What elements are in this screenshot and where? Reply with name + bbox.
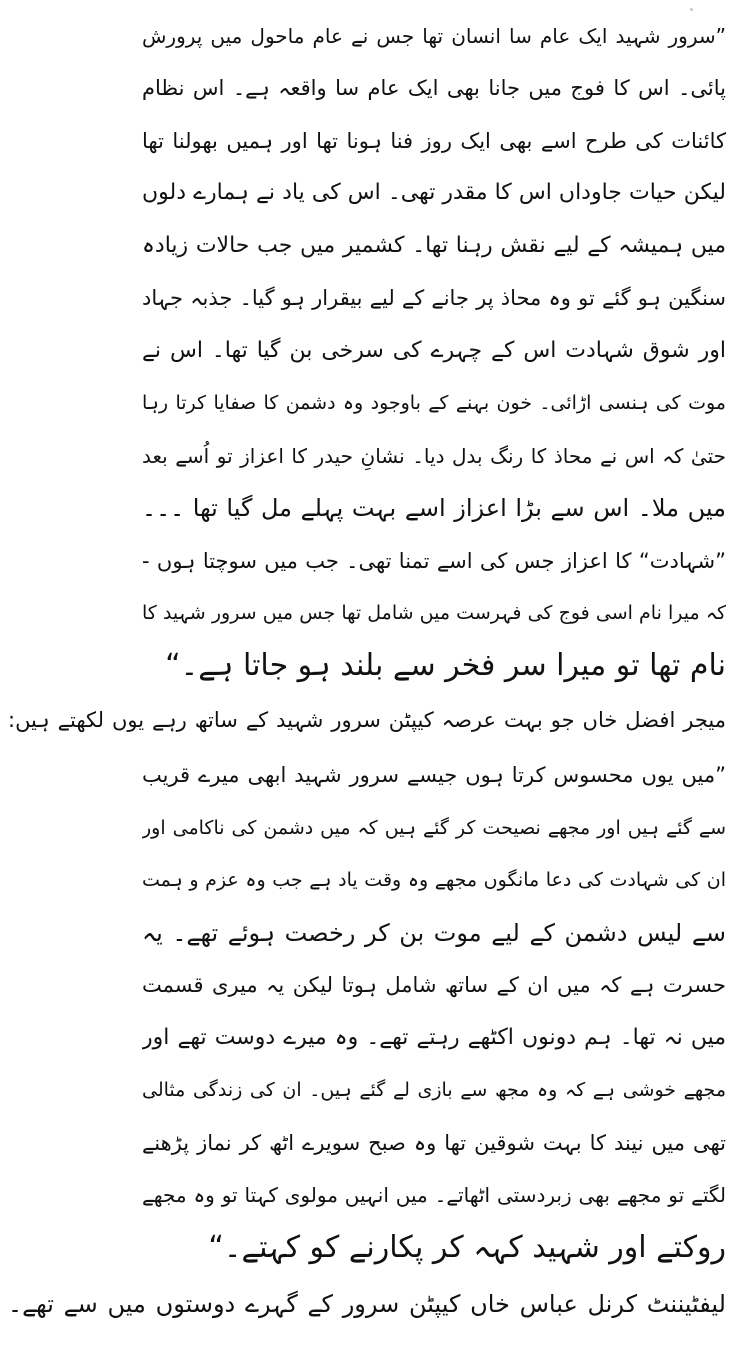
text-line: لگتے تو مجھے بھی زبردستی اٹھاتے۔ میں انہیں مولوی کہتا تو وہ مجھے [142,1183,726,1207]
text-line: پائی۔ اس کا فوج میں جانا بھی ایک عام سا واقعہ ہے۔ اس نظام [142,76,726,100]
text-line: کہ میرا نام اسی فوج کی فہرست میں شامل تھا جس میں سرور شہید کا [142,602,726,624]
text-line: موت کی ہنسی اڑائی۔ خون بہنے کے باوجود وہ دشمن کا صفایا کرتا رہا [142,392,726,414]
text-line: اور شوق شہادت اس کے چہرے کی سرخی بن گیا تھا۔ اس نے [142,338,726,363]
text-line: نام تھا تو میرا سر فخر سے بلند ہو جاتا ہے۔“ [165,648,726,683]
attribution-line: میجر افضل خاں جو بہت عرصہ کیپٹن سرور شہید کے ساتھ رہے یوں لکھتے ہیں: [8,708,726,732]
text-line: حتیٰ کہ اس نے محاذ کا رنگ بدل دیا۔ نشانِ حیدر کا اعزاز تو اُسے بعد [142,444,726,468]
text-line: ”شہادت“ کا اعزاز جس کی اسے تمنا تھی۔ جب میں سوچتا ہوں - [142,549,726,573]
text-line: حسرت ہے کہ میں ان کے ساتھ شامل ہوتا لیکن یہ میری قسمت [142,973,726,997]
text-line: سے گئے ہیں اور مجھے نصیحت کر گئے ہیں کہ میں دشمن کی ناکامی اور [142,817,726,839]
text-line: کائنات کی طرح اسے بھی ایک روز فنا ہونا تھا اور ہمیں بھولنا تھا [142,129,726,153]
text-line: میں نہ تھا۔ ہم دونوں اکٹھے رہتے تھے۔ وہ میرے دوست تھے اور [142,1025,726,1050]
closing-line: لیفٹیننٹ کرنل عباس خاں کیپٹن سرور کے گہرے دوستوں میں سے تھے۔ [8,1290,726,1318]
text-line: میں ملا۔ اس سے بڑا اعزاز اسے بہت پہلے مل گیا تھا ۔۔۔ [142,494,726,522]
text-line: ”میں یوں محسوس کرتا ہوں جیسے سرور شہید ابھی میرے قریب [142,763,726,787]
text-line: روکتے اور شہید کہہ کر پکارنے کو کہتے۔“ [208,1230,726,1265]
text-line: ”سرور شہید ایک عام سا انسان تھا جس نے عام ماحول میں پرورش [142,24,726,48]
text-line: میں ہمیشہ کے لیے نقش رہنا تھا۔ کشمیر میں جب حالات زیادہ [142,233,726,258]
text-line: لیکن حیات جاوداں اس کا مقدر تھی۔ اس کی یاد نے ہمارے دلوں [142,180,726,205]
text-line: تھی میں نیند کا بہت شوقین تھا وہ صبح سویرے اٹھ کر نماز پڑھنے [142,1131,726,1155]
text-line: ان کی شہادت کی دعا مانگوں مجھے وہ وقت یاد ہے جب وہ عزم و ہمت [142,869,726,891]
text-line: سے لیس دشمن کے لیے موت بن کر رخصت ہوئے تھے۔ یہ [142,919,726,947]
text-line: سنگین ہو گئے تو وہ محاذ پر جانے کے لیے بیقرار ہو گیا۔ جذبہ جہاد [142,286,726,310]
text-line: مجھے خوشی ہے کہ وہ مجھ سے بازی لے گئے ہیں۔ ان کی زندگی مثالی [142,1079,726,1101]
scan-speck [690,8,693,11]
